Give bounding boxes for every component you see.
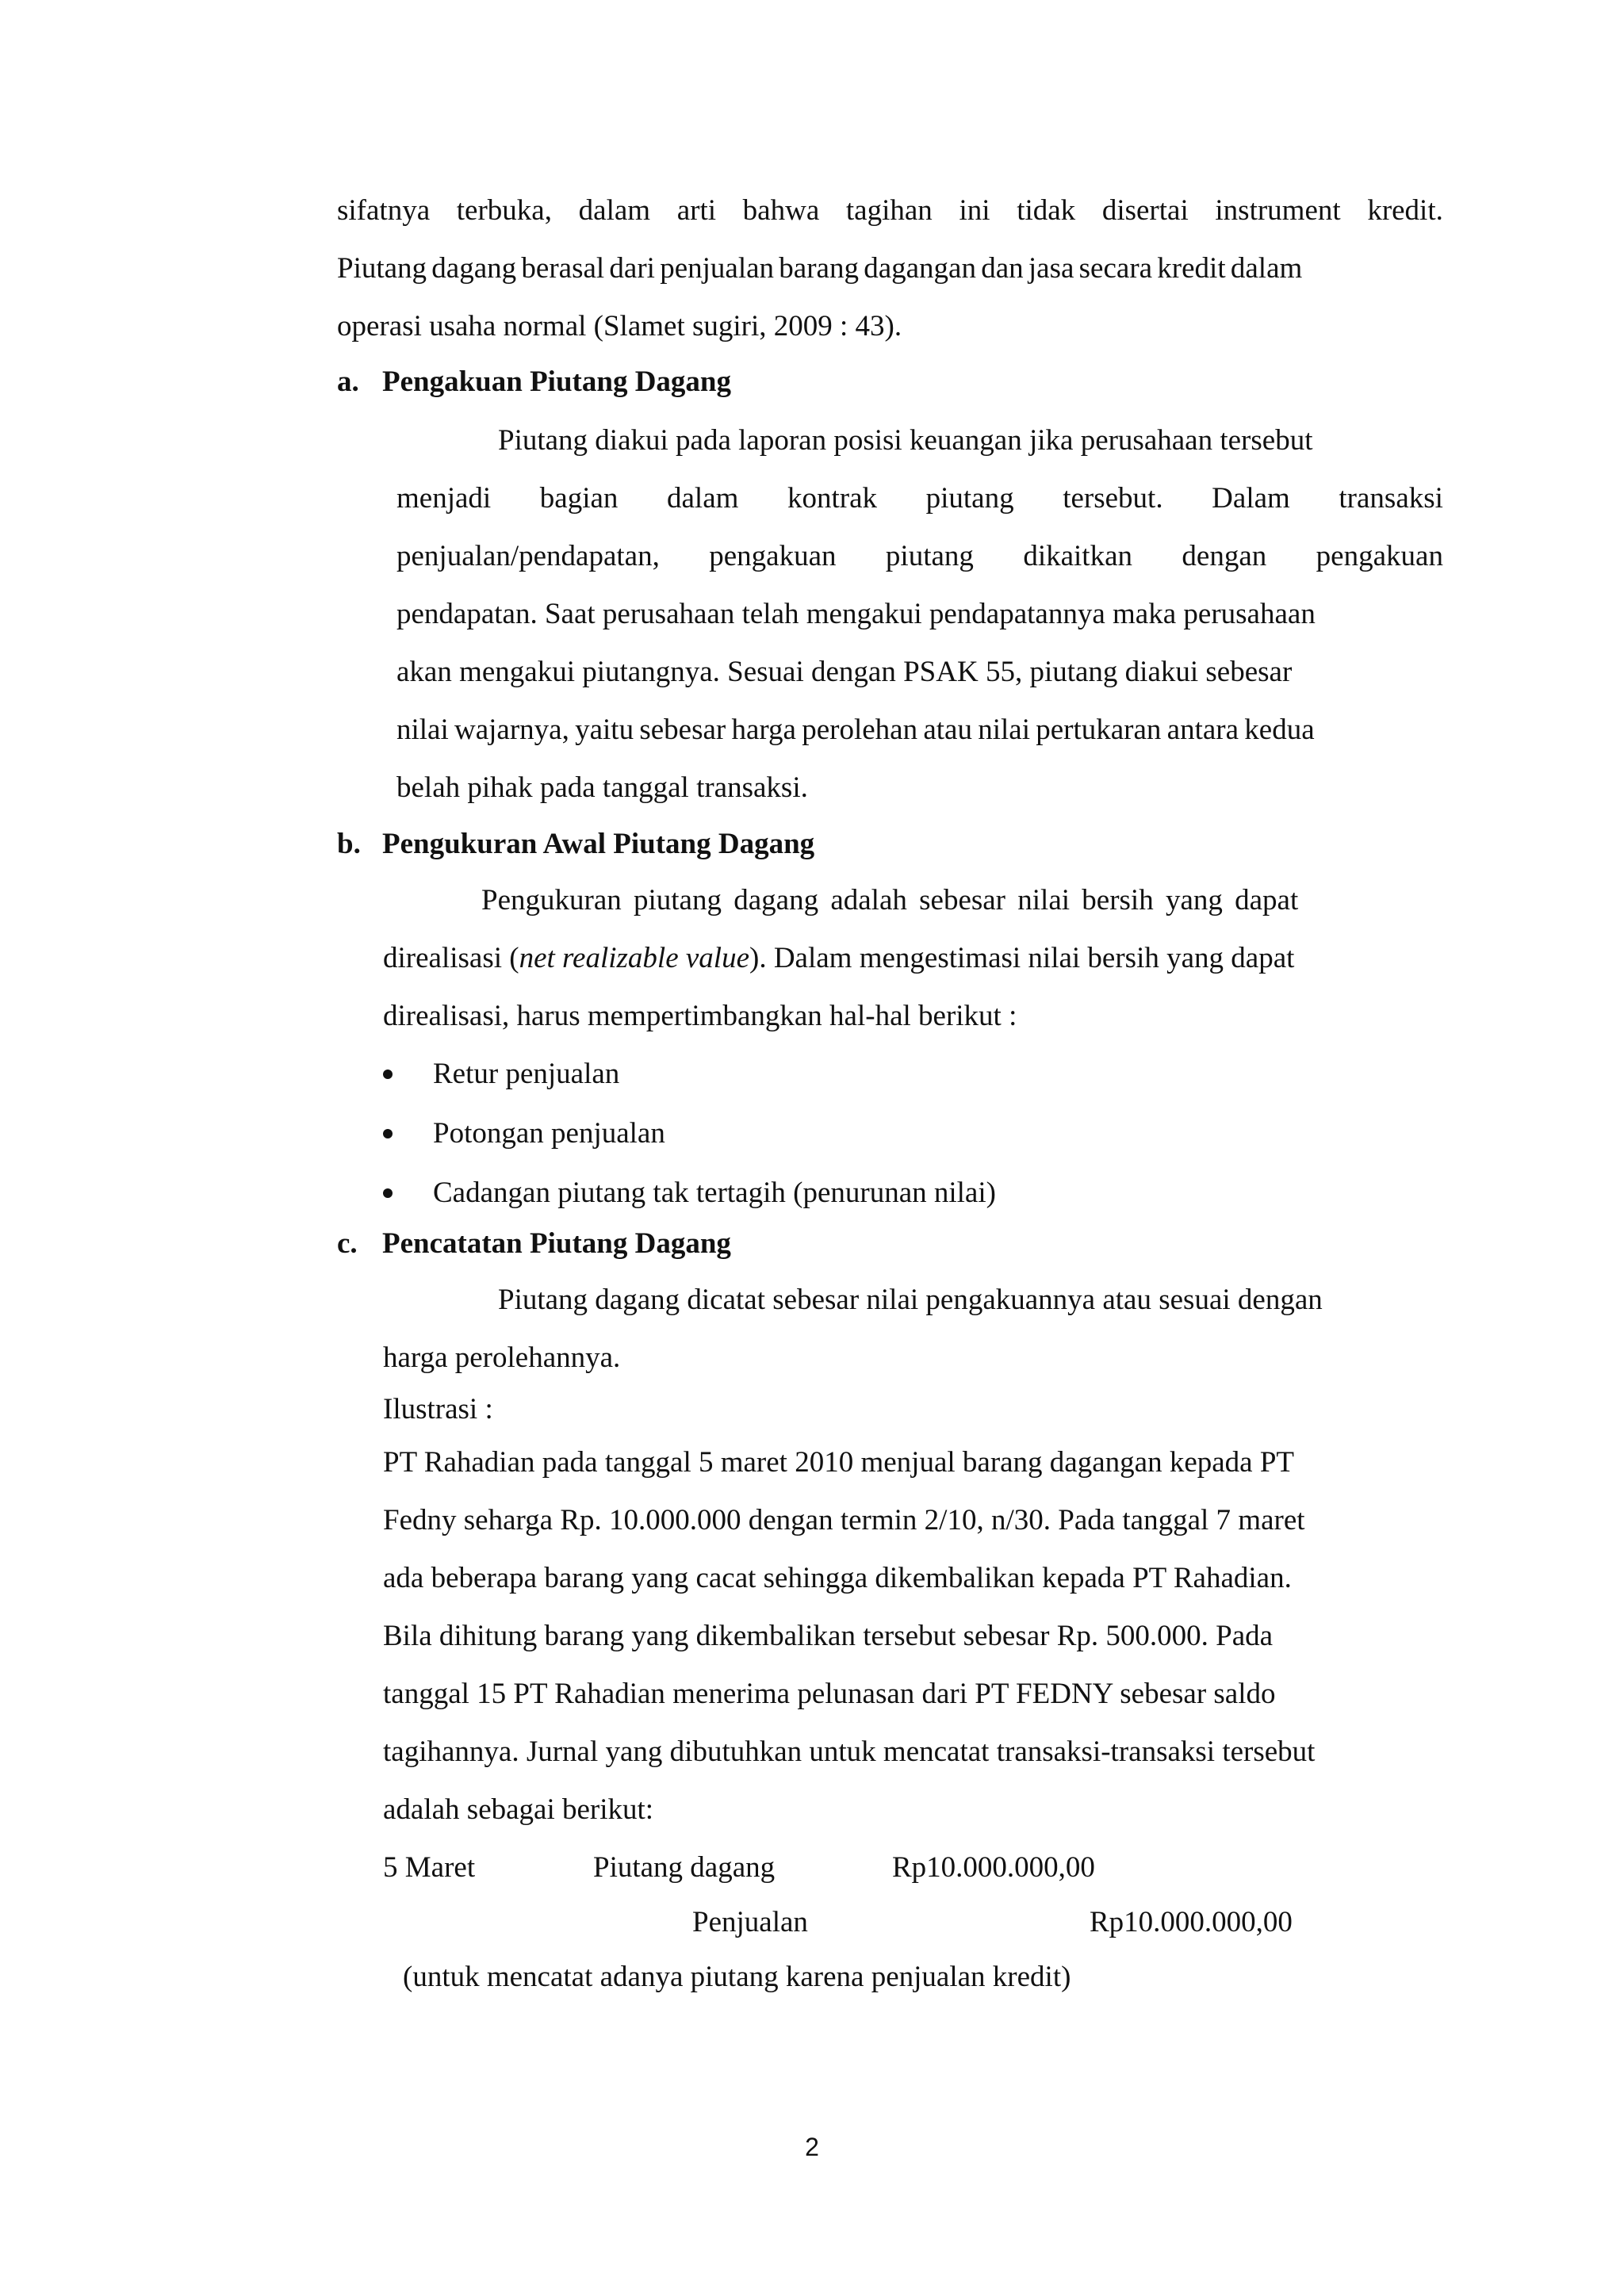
illustration-line-6: tagihannya. Jurnal yang dibutuhkan untuk mencatat transaksi-transaksi tersebut — [383, 1735, 1316, 1768]
section-a-line-7: belah pihak pada tanggal transaksi. — [396, 771, 808, 804]
bullet-text: Retur penjualan — [433, 1058, 620, 1090]
intro-line-1 — [337, 193, 1443, 228]
section-b-line-1: Pengukuran piutang dagang adalah sebesar nilai bersih yang dapat — [481, 884, 1299, 916]
word: tersebut. — [1063, 482, 1163, 515]
page-number: 2 — [805, 2133, 819, 2161]
word: dengan — [1182, 540, 1267, 572]
word: disertai — [1101, 194, 1189, 227]
illustration-line-7: adalah sebagai berikut: — [383, 1793, 654, 1826]
section-a-letter: a. — [337, 365, 359, 398]
section-b-line-3: direalisasi, harus mempertimbangkan hal-hal berikut : — [383, 1000, 1017, 1032]
word: instrument — [1215, 194, 1341, 227]
word: dalam — [578, 194, 651, 227]
word: pengakuan — [709, 540, 837, 572]
bullet-text: Potongan penjualan — [433, 1117, 665, 1150]
word: piutang — [925, 482, 1014, 515]
word: bahwa — [742, 194, 820, 227]
word: tagihan — [845, 194, 933, 227]
net-realizable-value: net realizable value — [519, 942, 750, 974]
journal-credit-amount: Rp10.000.000,00 — [1090, 1906, 1293, 1938]
word: Dalam — [1212, 482, 1290, 515]
word: arti — [676, 194, 717, 227]
intro-line-2: Piutang dagang berasal dari penjualan barang dagangan dan jasa secara kredit dalam — [337, 252, 1303, 285]
section-a-line-2 — [396, 481, 1443, 516]
word: transaksi — [1339, 482, 1443, 515]
section-b-line-2 — [383, 941, 1294, 976]
word: kontrak — [787, 482, 878, 515]
section-c-letter: c. — [337, 1227, 358, 1260]
section-a-line-3 — [396, 539, 1443, 574]
section-c-title: Pencatatan Piutang Dagang — [382, 1227, 731, 1260]
section-b-line-2-start: direalisasi ( — [383, 942, 519, 974]
journal-credit-account: Penjualan — [692, 1906, 808, 1938]
journal-date: 5 Maret — [383, 1851, 476, 1884]
section-a-title: Pengakuan Piutang Dagang — [382, 365, 731, 398]
section-a-line-5: akan mengakui piutangnya. Sesuai dengan PSAK 55, piutang diakui sebesar — [396, 656, 1293, 688]
journal-debit-amount: Rp10.000.000,00 — [892, 1851, 1095, 1884]
section-a-line-6: nilai wajarnya, yaitu sebesar harga perolehan atau nilai pertukaran antara kedua — [396, 714, 1315, 746]
journal-note: (untuk mencatat adanya piutang karena penjualan kredit) — [403, 1961, 1071, 1993]
intro-line-3: operasi usaha normal (Slamet sugiri, 2009 : 43). — [337, 310, 902, 342]
word: terbuka, — [456, 194, 552, 227]
word: piutang — [885, 540, 974, 572]
illustration-line-1: PT Rahadian pada tanggal 5 maret 2010 menjual barang dagangan kepada PT — [383, 1446, 1295, 1479]
word: penjualan/pendapatan, — [396, 540, 660, 572]
section-c-line-2: harga perolehannya. — [383, 1341, 621, 1374]
illustration-label: Ilustrasi : — [383, 1393, 493, 1425]
word: kredit. — [1367, 194, 1443, 227]
bullet-text: Cadangan piutang tak tertagih (penurunan nilai) — [433, 1177, 996, 1209]
illustration-line-5: tanggal 15 PT Rahadian menerima pelunasan dari PT FEDNY sebesar saldo — [383, 1678, 1276, 1710]
word: bagian — [539, 482, 619, 515]
word: pengakuan — [1316, 540, 1443, 572]
illustration-line-2: Fedny seharga Rp. 10.000.000 dengan termin 2/10, n/30. Pada tanggal 7 maret — [383, 1504, 1305, 1536]
word: sifatnya — [337, 194, 431, 227]
word: menjadi — [396, 482, 492, 515]
bullet-icon — [383, 1070, 393, 1079]
illustration-line-3: ada beberapa barang yang cacat sehingga dikembalikan kepada PT Rahadian. — [383, 1562, 1292, 1594]
word: tidak — [1017, 194, 1076, 227]
word: dikaitkan — [1023, 540, 1132, 572]
bullet-icon — [383, 1188, 393, 1198]
section-b-line-2-end: ). Dalam mengestimasi nilai bersih yang dapat — [749, 942, 1295, 974]
section-a-line-4: pendapatan. Saat perusahaan telah mengakui pendapatannya maka perusahaan — [396, 598, 1316, 630]
word: dalam — [667, 482, 739, 515]
bullet-icon — [383, 1129, 393, 1138]
section-b-letter: b. — [337, 828, 361, 860]
illustration-line-4: Bila dihitung barang yang dikembalikan tersebut sebesar Rp. 500.000. Pada — [383, 1620, 1274, 1652]
word: ini — [959, 194, 990, 227]
section-b-title: Pengukuran Awal Piutang Dagang — [382, 828, 815, 860]
journal-debit-account: Piutang dagang — [593, 1851, 776, 1884]
section-a-line-1: Piutang diakui pada laporan posisi keuangan jika perusahaan tersebut — [498, 424, 1313, 457]
section-c-line-1: Piutang dagang dicatat sebesar nilai pengakuannya atau sesuai dengan — [498, 1284, 1323, 1316]
